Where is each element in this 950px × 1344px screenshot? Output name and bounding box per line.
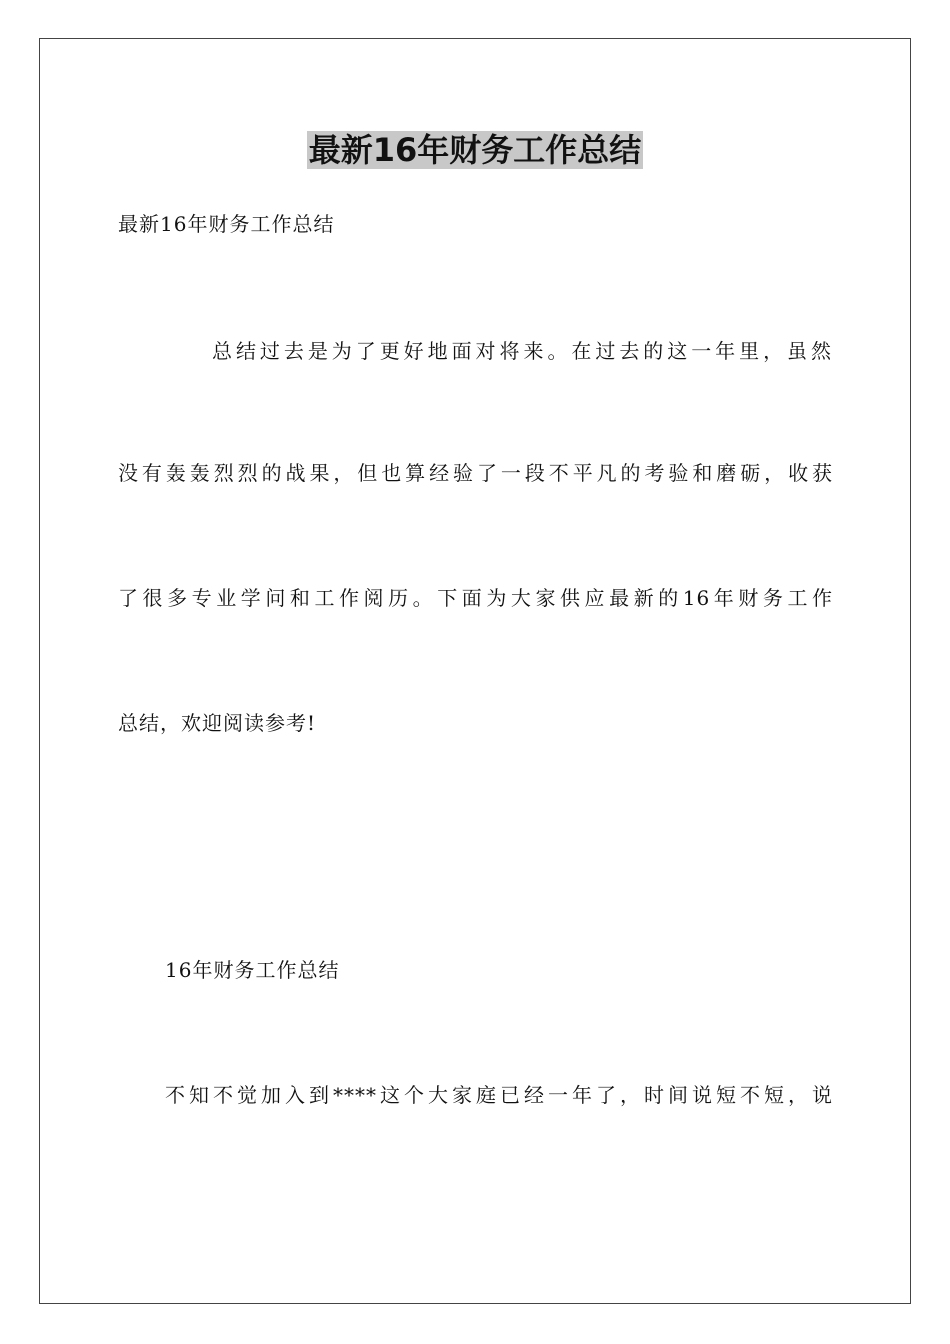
document-subtitle: 最新16年财务工作总结 [118, 212, 335, 236]
document-title-text: 最新16年财务工作总结 [308, 131, 642, 169]
intro-line-1: 总结过去是为了更好地面对将来。在过去的这一年里，虽然 [212, 339, 832, 363]
body-line-1: 不知不觉加入到****这个大家庭已经一年了，时间说短不短，说 [165, 1083, 833, 1107]
intro-line-2: 没有轰轰烈烈的战果，但也算经验了一段不平凡的考验和磨砺，收获 [118, 461, 833, 485]
intro-line-4: 总结，欢迎阅读参考! [118, 711, 317, 735]
section-heading: 16年财务工作总结 [165, 958, 340, 982]
document-title [0, 128, 950, 172]
intro-line-3: 了很多专业学问和工作阅历。下面为大家供应最新的16年财务工作 [118, 586, 833, 610]
